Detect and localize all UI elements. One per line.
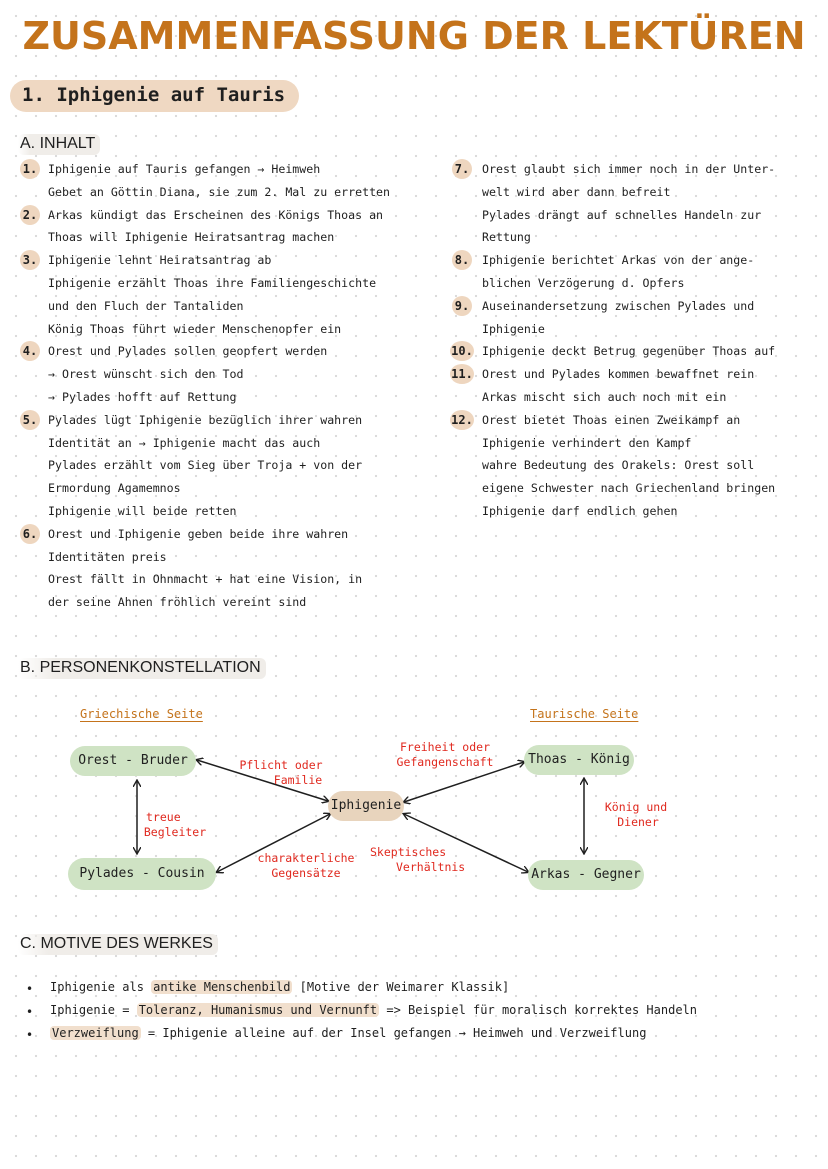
item-number: 9.: [452, 296, 472, 316]
item-line: Rettung: [482, 230, 531, 245]
item-line: Orest fällt in Ohnmacht + hat eine Vision, in: [48, 572, 363, 587]
item-line: Pylades drängt auf schnelles Handeln zur: [482, 207, 762, 222]
item-line: eigene Schwester nach Griechenland bringen: [482, 481, 776, 496]
item-line: Iphigenie erzählt Thoas ihre Familiengeschichte: [48, 276, 377, 290]
label-freiheit: Freiheit oder Gefangenschaft: [396, 740, 494, 769]
item-line: Ermordung Agamemnos: [48, 481, 181, 496]
bullet-dot: •: [26, 982, 34, 996]
label-koenig: König und Diener: [604, 800, 668, 829]
node-thoas: Thoas - König: [524, 745, 634, 775]
item-number: 5.: [20, 410, 40, 430]
item-line: Auseinandersetzung zwischen Pylades und: [482, 298, 755, 313]
bullet-dot: •: [26, 1028, 34, 1042]
bullet-dot: •: [26, 1005, 34, 1019]
item-line: und den Fluch der Tantaliden: [48, 298, 244, 313]
item-number: 12.: [450, 410, 474, 430]
label-treue: treue Begleiter: [143, 810, 207, 839]
personen-heading: B. PERSONENKONSTELLATION: [18, 658, 266, 679]
item-number: 10.: [450, 341, 474, 361]
item-line: Iphigenie lehnt Heiratsantrag ab: [48, 253, 272, 268]
label-pflicht: Pflicht oder Familie: [239, 758, 323, 787]
item-line: Iphigenie darf endlich gehen: [482, 504, 678, 518]
node-iphigenie: Iphigenie: [328, 791, 404, 821]
item-number: 11.: [450, 364, 474, 384]
item-number: 8.: [452, 250, 472, 270]
item-line: Orest und Pylades kommen bewaffnet rein: [482, 367, 755, 382]
item-line: Orest und Pylades sollen geopfert werden: [48, 344, 328, 359]
item-line: Arkas mischt sich auch noch mit ein: [482, 390, 727, 404]
item-line: Thoas will Iphigenie Heiratsantrag machen: [48, 230, 335, 245]
node-orest: Orest - Bruder: [70, 746, 196, 776]
node-pylades: Pylades - Cousin: [68, 858, 216, 890]
item-number: 6.: [20, 524, 40, 544]
item-line: der seine Ahnen fröhlich vereint sind: [48, 595, 307, 610]
item-line: Pylades erzählt vom Sieg über Troja + von der: [48, 458, 363, 473]
motive-line-2: Iphigenie = Toleranz, Humanismus und Vernunft => Beispiel für moralisch korrektes Handeln: [50, 1003, 698, 1017]
inhalt-heading: A. INHALT: [18, 134, 100, 155]
item-line: Iphigenie verhindert den Kampf: [482, 435, 692, 450]
item-line: → Orest wünscht sich den Tod: [48, 367, 244, 382]
item-line: König Thoas führt wieder Menschenopfer ein: [48, 321, 342, 336]
page-title: ZUSAMMENFASSUNG DER LEKTÜREN: [22, 14, 806, 58]
item-number: 2.: [20, 205, 40, 225]
item-line: Arkas kündigt das Erscheinen des Königs Thoas an: [48, 207, 384, 222]
item-number: 1.: [20, 159, 40, 179]
item-line: Iphigenie: [482, 321, 545, 336]
item-line: Identität an → Iphigenie macht das auch: [48, 435, 321, 450]
item-line: Iphigenie deckt Betrug gegenüber Thoas auf: [482, 344, 776, 359]
item-number: 7.: [452, 159, 472, 179]
item-line: Identitäten preis: [48, 549, 167, 564]
item-line: wahre Bedeutung des Orakels: Orest soll: [482, 458, 755, 473]
greek-side-label: Griechische Seite: [80, 707, 203, 721]
section-title: 1. Iphigenie auf Tauris: [10, 80, 299, 112]
item-line: blichen Verzögerung d. Opfers: [482, 276, 685, 290]
item-line: Gebet an Göttin Diana, sie zum 2. Mal zu erretten: [48, 184, 391, 199]
node-arkas: Arkas - Gegner: [528, 860, 644, 890]
item-line: Iphigenie auf Tauris gefangen → Heimweh: [48, 162, 321, 176]
label-skeptisch: Skeptisches Verhältnis: [370, 845, 466, 874]
item-line: Orest und Iphigenie geben beide ihre wahren: [48, 526, 349, 541]
item-number: 3.: [20, 250, 40, 270]
taurian-side-label: Taurische Seite: [530, 707, 639, 721]
motive-line-1: Iphigenie als antike Menschenbild [Motive der Weimarer Klassik]: [50, 980, 510, 994]
item-line: Iphigenie will beide retten: [48, 504, 237, 518]
item-line: welt wird aber dann befreit: [482, 184, 671, 199]
item-line: Pylades lügt Iphigenie bezüglich ihrer wahren: [48, 412, 363, 427]
item-number: 4.: [20, 341, 40, 361]
item-line: Orest bietet Thoas einen Zweikampf an: [482, 412, 741, 427]
item-line: → Pylades hofft auf Rettung: [48, 390, 237, 404]
motive-heading: C. MOTIVE DES WERKES: [18, 934, 218, 955]
item-line: Orest glaubt sich immer noch in der Unter-: [482, 162, 776, 176]
label-charakter: charakterliche Gegensätze: [257, 851, 355, 880]
motive-line-3: Verzweiflung = Iphigenie alleine auf der Insel gefangen → Heimweh und Verzweiflung: [52, 1026, 647, 1040]
item-line: Iphigenie berichtet Arkas von der ange-: [482, 253, 755, 268]
